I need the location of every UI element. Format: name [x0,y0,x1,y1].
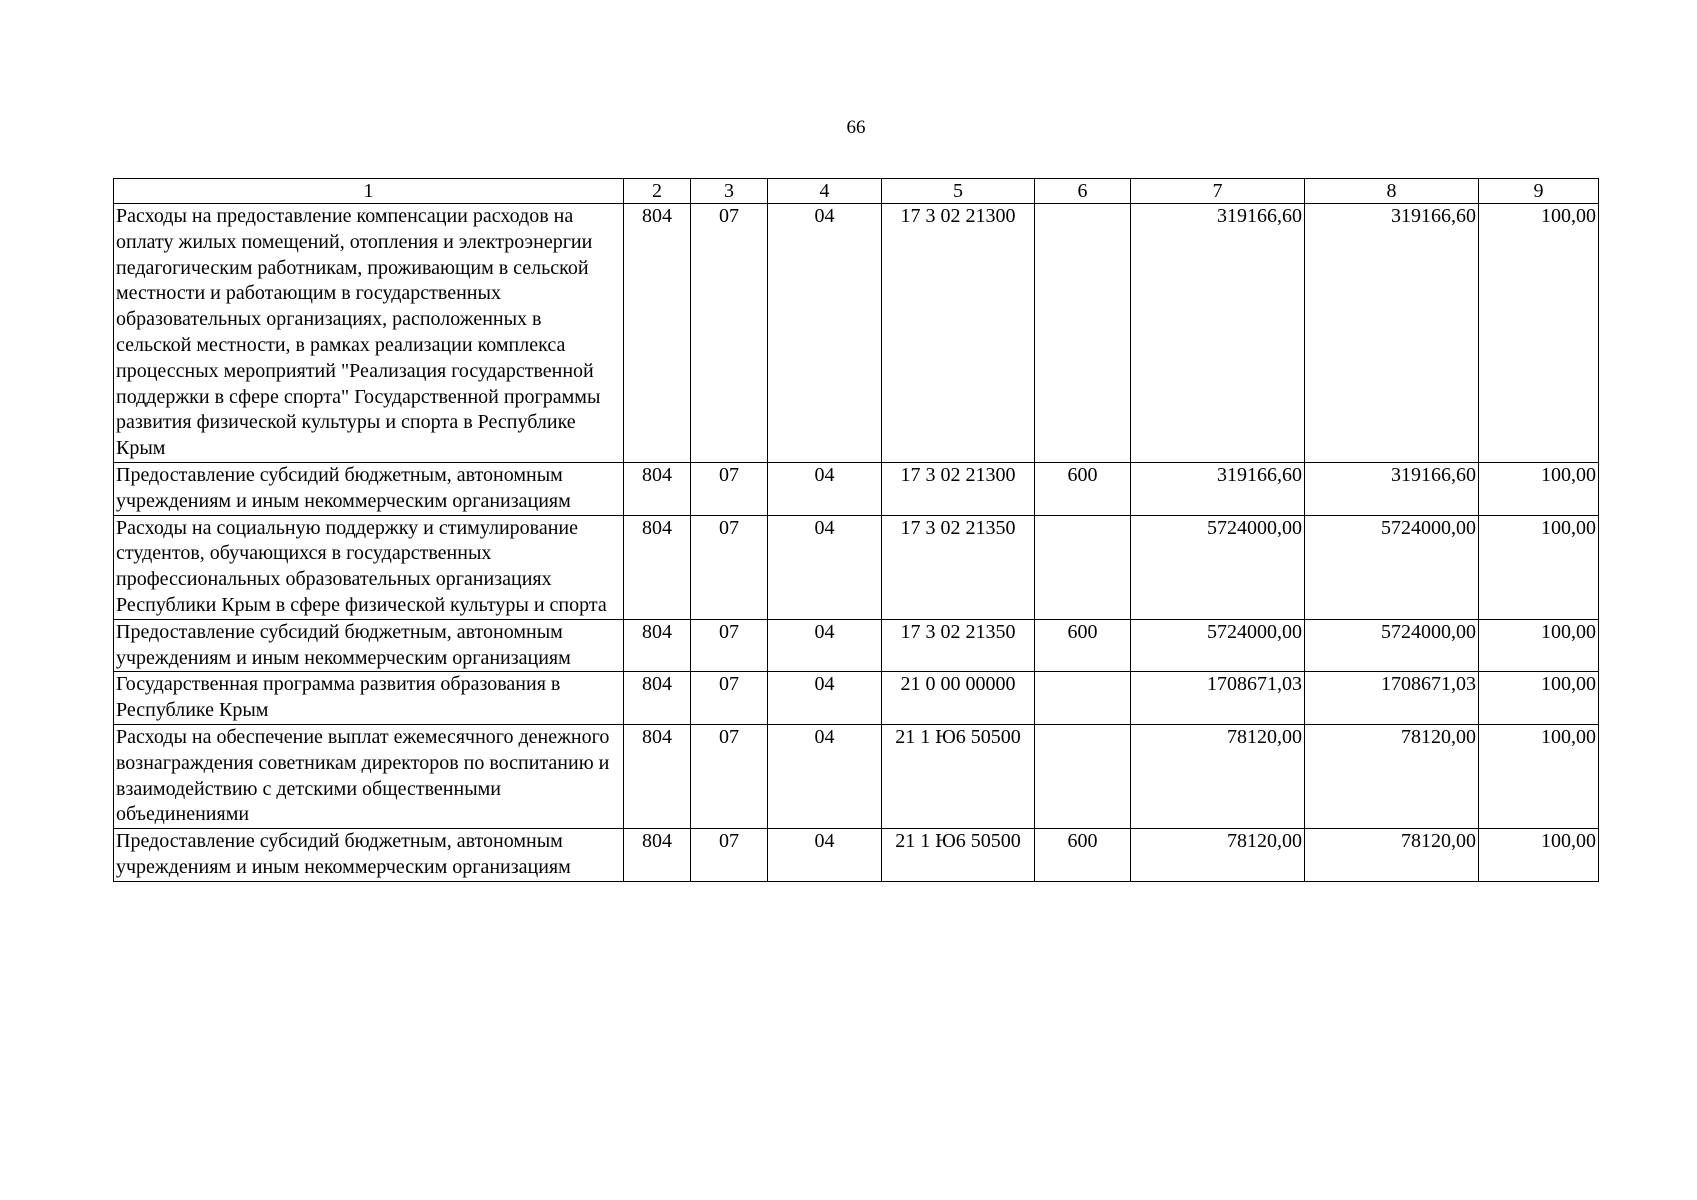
section-code-cell: 07 [691,724,768,828]
column-header: 1 [114,179,624,204]
column-header: 5 [882,179,1035,204]
subsection-code-cell: 04 [768,724,882,828]
percent-cell: 100,00 [1479,515,1599,619]
percent-cell: 100,00 [1479,619,1599,672]
section-code-cell: 07 [691,515,768,619]
target-article-cell: 21 0 00 00000 [882,672,1035,725]
expense-type-cell: 600 [1035,619,1131,672]
amount-executed-cell: 5724000,00 [1305,515,1479,619]
percent-cell: 100,00 [1479,672,1599,725]
ministry-code-cell: 804 [624,619,691,672]
target-article-cell: 17 3 02 21350 [882,619,1035,672]
expense-name-cell: Предоставление субсидий бюджетным, автономным учреждениям и иным некоммерческим организациям [114,619,624,672]
expense-type-cell [1035,515,1131,619]
section-code-cell: 07 [691,619,768,672]
section-code-cell: 07 [691,204,768,463]
expense-type-cell [1035,724,1131,828]
expense-type-cell [1035,204,1131,463]
target-article-cell: 17 3 02 21300 [882,462,1035,515]
target-article-cell: 17 3 02 21350 [882,515,1035,619]
expense-name-cell: Предоставление субсидий бюджетным, автономным учреждениям и иным некоммерческим организациям [114,829,624,882]
table-row [114,462,1599,515]
expense-name-cell: Государственная программа развития образования в Республике Крым [114,672,624,725]
expense-name-cell: Расходы на социальную поддержку и стимулирование студентов, обучающихся в государственных профессиональных образовательных организациях Республики Крым в сфере физической культуры и спорта [114,515,624,619]
amount-executed-cell: 5724000,00 [1305,619,1479,672]
amount-planned-cell: 1708671,03 [1131,672,1305,725]
ministry-code-cell: 804 [624,462,691,515]
section-code-cell: 07 [691,829,768,882]
target-article-cell: 17 3 02 21300 [882,204,1035,463]
ministry-code-cell: 804 [624,672,691,725]
amount-executed-cell: 319166,60 [1305,462,1479,515]
amount-planned-cell: 319166,60 [1131,204,1305,463]
ministry-code-cell: 804 [624,829,691,882]
amount-planned-cell: 78120,00 [1131,724,1305,828]
page-number: 66 [846,117,866,138]
ministry-code-cell: 804 [624,724,691,828]
expense-name-cell: Расходы на предоставление компенсации расходов на оплату жилых помещений, отопления и электроэнергии педагогическим работникам, проживающим в сельской местности и работающим в государственных образовательных организациях, расположенных в сельской местности, в рамках реализации комплекса процессных мероприятий "Реализация государственной поддержки в сфере спорта" Государственной программы развития физической культуры и спорта в Республике Крым [114,204,624,463]
column-header: 8 [1305,179,1479,204]
table-row [114,672,1599,725]
table-row [114,829,1599,882]
amount-executed-cell: 78120,00 [1305,829,1479,882]
section-code-cell: 07 [691,462,768,515]
amount-executed-cell: 319166,60 [1305,204,1479,463]
expense-type-cell: 600 [1035,462,1131,515]
subsection-code-cell: 04 [768,672,882,725]
column-header: 3 [691,179,768,204]
table-row [114,619,1599,672]
percent-cell: 100,00 [1479,204,1599,463]
table-header-row [114,179,1599,204]
percent-cell: 100,00 [1479,829,1599,882]
amount-planned-cell: 319166,60 [1131,462,1305,515]
ministry-code-cell: 804 [624,515,691,619]
amount-executed-cell: 1708671,03 [1305,672,1479,725]
amount-executed-cell: 78120,00 [1305,724,1479,828]
section-code-cell: 07 [691,672,768,725]
column-header: 4 [768,179,882,204]
column-header: 7 [1131,179,1305,204]
table-row [114,515,1599,619]
subsection-code-cell: 04 [768,515,882,619]
table-row [114,724,1599,828]
expense-type-cell: 600 [1035,829,1131,882]
ministry-code-cell: 804 [624,204,691,463]
expense-type-cell [1035,672,1131,725]
budget-table [113,178,1599,882]
subsection-code-cell: 04 [768,829,882,882]
expense-name-cell: Расходы на обеспечение выплат ежемесячного денежного вознаграждения советникам директоров по воспитанию и взаимодействию с детскими общественными объединениями [114,724,624,828]
percent-cell: 100,00 [1479,724,1599,828]
table-row [114,204,1599,463]
subsection-code-cell: 04 [768,462,882,515]
subsection-code-cell: 04 [768,619,882,672]
amount-planned-cell: 78120,00 [1131,829,1305,882]
amount-planned-cell: 5724000,00 [1131,515,1305,619]
target-article-cell: 21 1 Ю6 50500 [882,829,1035,882]
expense-name-cell: Предоставление субсидий бюджетным, автономным учреждениям и иным некоммерческим организациям [114,462,624,515]
target-article-cell: 21 1 Ю6 50500 [882,724,1035,828]
column-header: 9 [1479,179,1599,204]
percent-cell: 100,00 [1479,462,1599,515]
amount-planned-cell: 5724000,00 [1131,619,1305,672]
column-header: 6 [1035,179,1131,204]
subsection-code-cell: 04 [768,204,882,463]
column-header: 2 [624,179,691,204]
